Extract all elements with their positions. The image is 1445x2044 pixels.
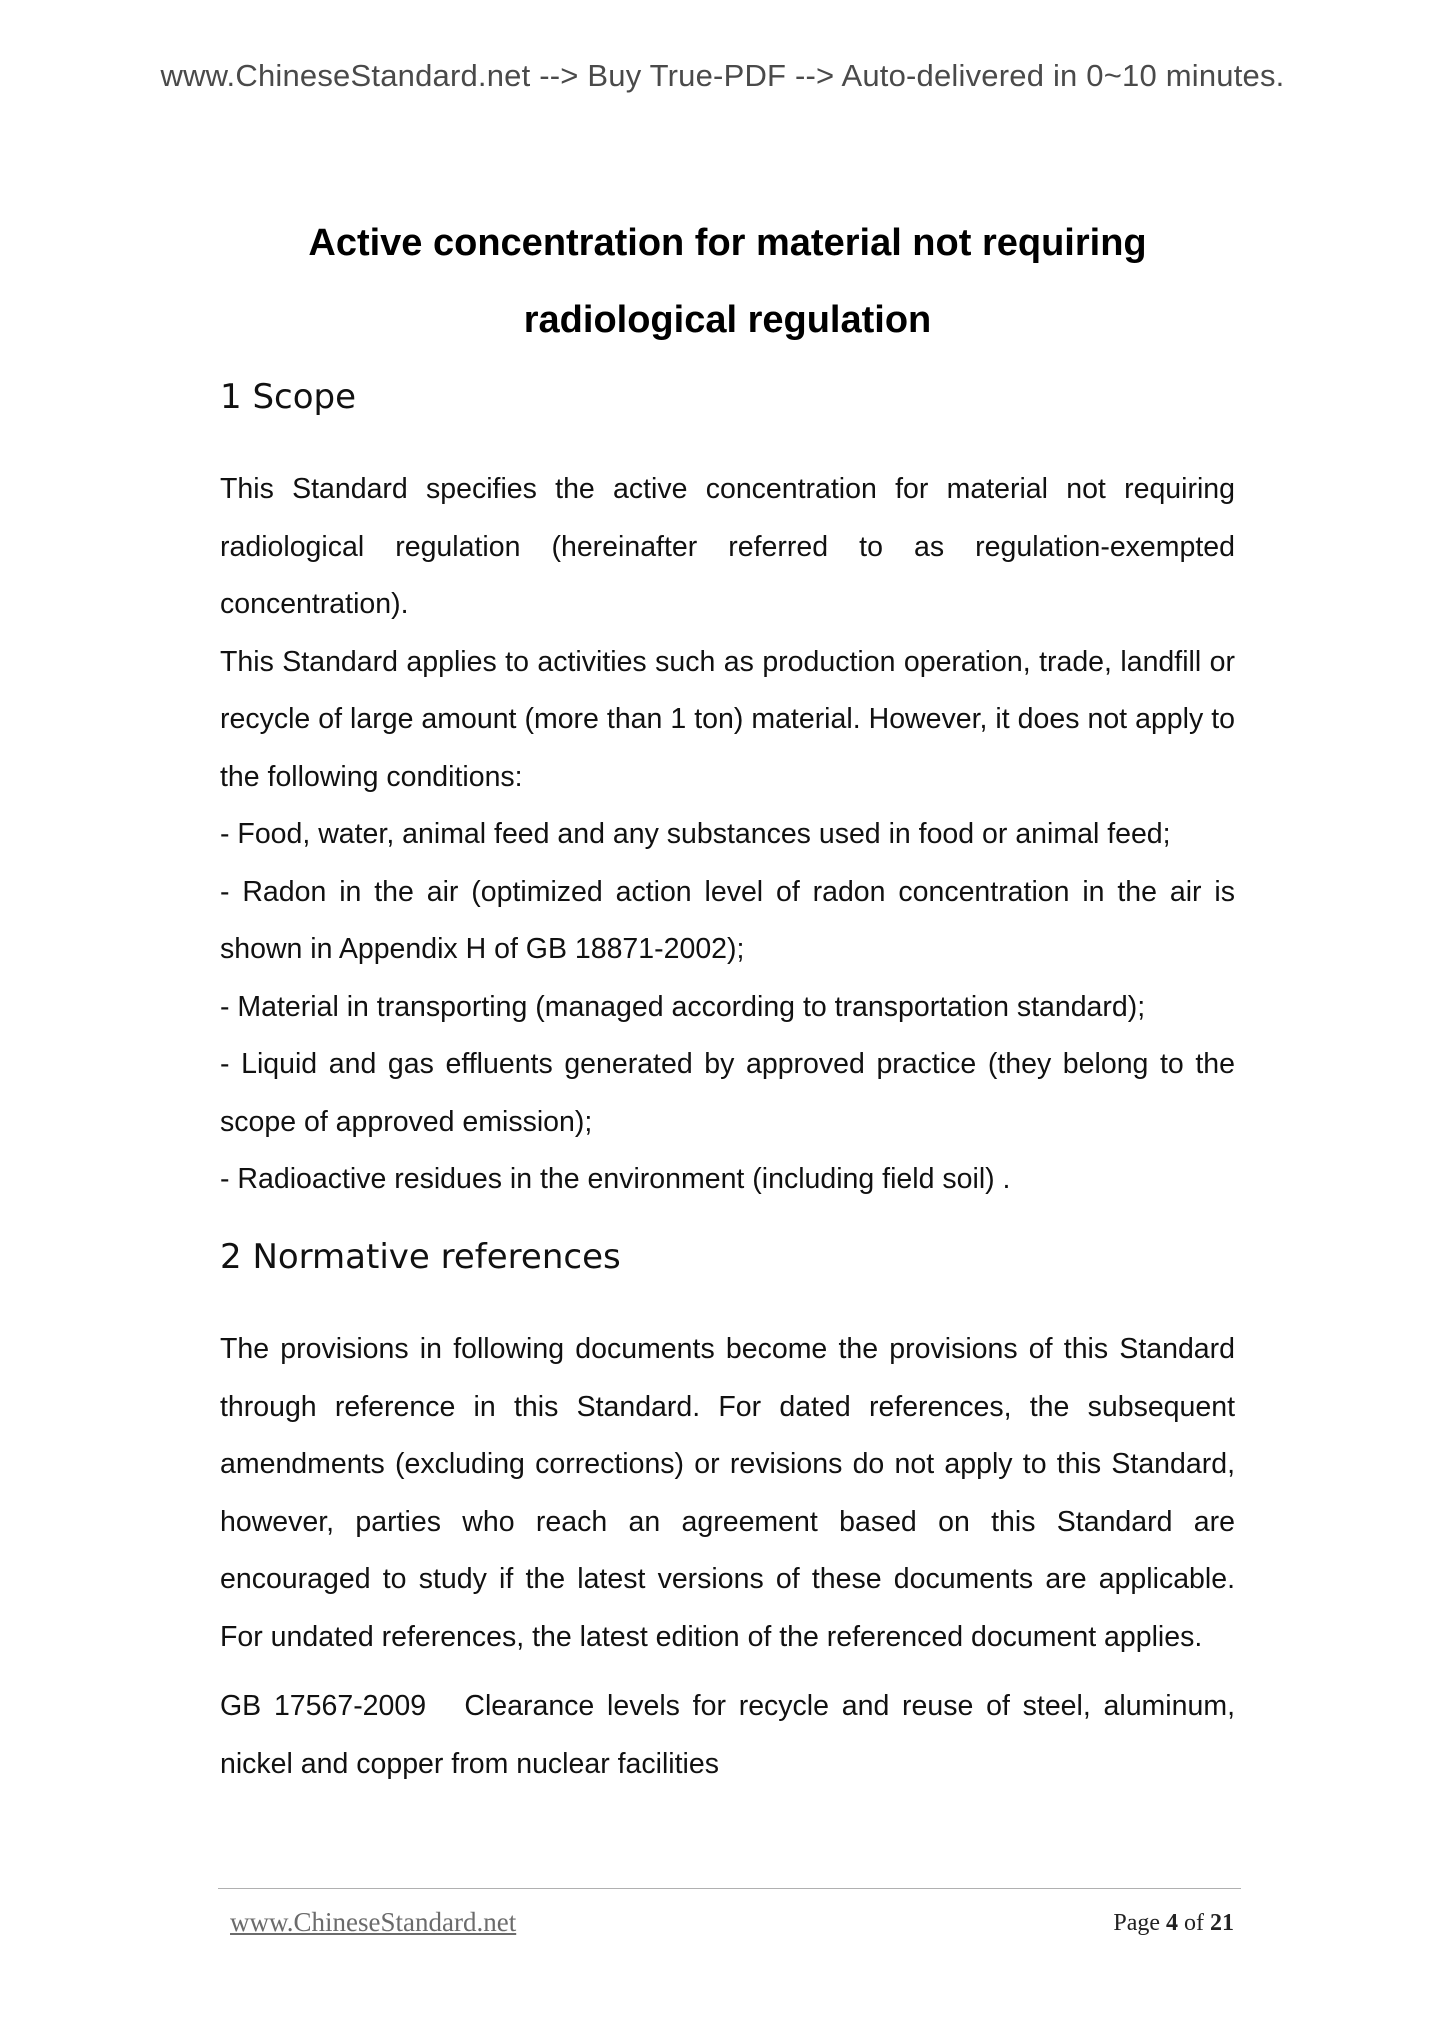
title-line-1: Active concentration for material not requiring bbox=[308, 222, 1147, 264]
footer-divider bbox=[218, 1888, 1241, 1889]
scope-paragraph: This Standard specifies the active concentration for material not requiring radiological regulation (hereinafter referred to as regulation-exempted concentration). bbox=[220, 473, 1235, 620]
document-title bbox=[220, 205, 1235, 359]
scope-exclusion-item: - Material in transporting (managed according to transportation standard); bbox=[220, 990, 1146, 1023]
page-total: 21 bbox=[1210, 1910, 1234, 1936]
section-heading-normative-references: 2 Normative references bbox=[220, 1237, 621, 1277]
page-number: 4 bbox=[1166, 1910, 1178, 1936]
scope-exclusion-item: - Radon in the air (optimized action level of radon concentration in the air is shown in Appendix H of GB 18871-2002); bbox=[220, 875, 1235, 965]
scope-exclusion-item: - Radioactive residues in the environment (including field soil) . bbox=[220, 1163, 1011, 1195]
title-line-2: radiological regulation bbox=[523, 299, 932, 341]
scope-paragraph: This Standard applies to activities such as production operation, trade, landfill or recycle of large amount (more than 1 ton) material. However, it does not apply to the following conditions: bbox=[220, 645, 1235, 793]
normative-references-body bbox=[220, 1321, 1235, 1793]
section-heading-scope: 1 Scope bbox=[220, 377, 357, 417]
scope-exclusion-item: - Food, water, animal feed and any substances used in food or animal feed; bbox=[220, 818, 1171, 850]
references-paragraph: The provisions in following documents become the provisions of this Standard through reference in this Standard. For dated references, the subsequent amendments (excluding corrections) or revisions do not apply to this Standard, however, parties who reach an agreement based on this Standard are encouraged to study if the latest versions of these documents are applicable. For undated references, the latest edition of the referenced document applies. bbox=[220, 1333, 1235, 1653]
footer-site-link[interactable]: www.ChineseStandard.net bbox=[230, 1907, 517, 1937]
reference-entry: GB 17567-2009 Clearance levels for recycle and reuse of steel, aluminum, nickel and copper from nuclear facilities bbox=[220, 1690, 1235, 1780]
scope-exclusion-item: - Liquid and gas effluents generated by approved practice (they belong to the scope of approved emission); bbox=[220, 1048, 1235, 1138]
page-label: Page bbox=[1113, 1910, 1160, 1936]
page-indicator bbox=[1113, 1910, 1234, 1937]
of-label: of bbox=[1184, 1910, 1204, 1936]
top-banner: www.ChineseStandard.net --> Buy True-PDF --> Auto-delivered in 0~10 minutes. bbox=[160, 58, 1285, 93]
scope-body bbox=[220, 461, 1235, 1209]
